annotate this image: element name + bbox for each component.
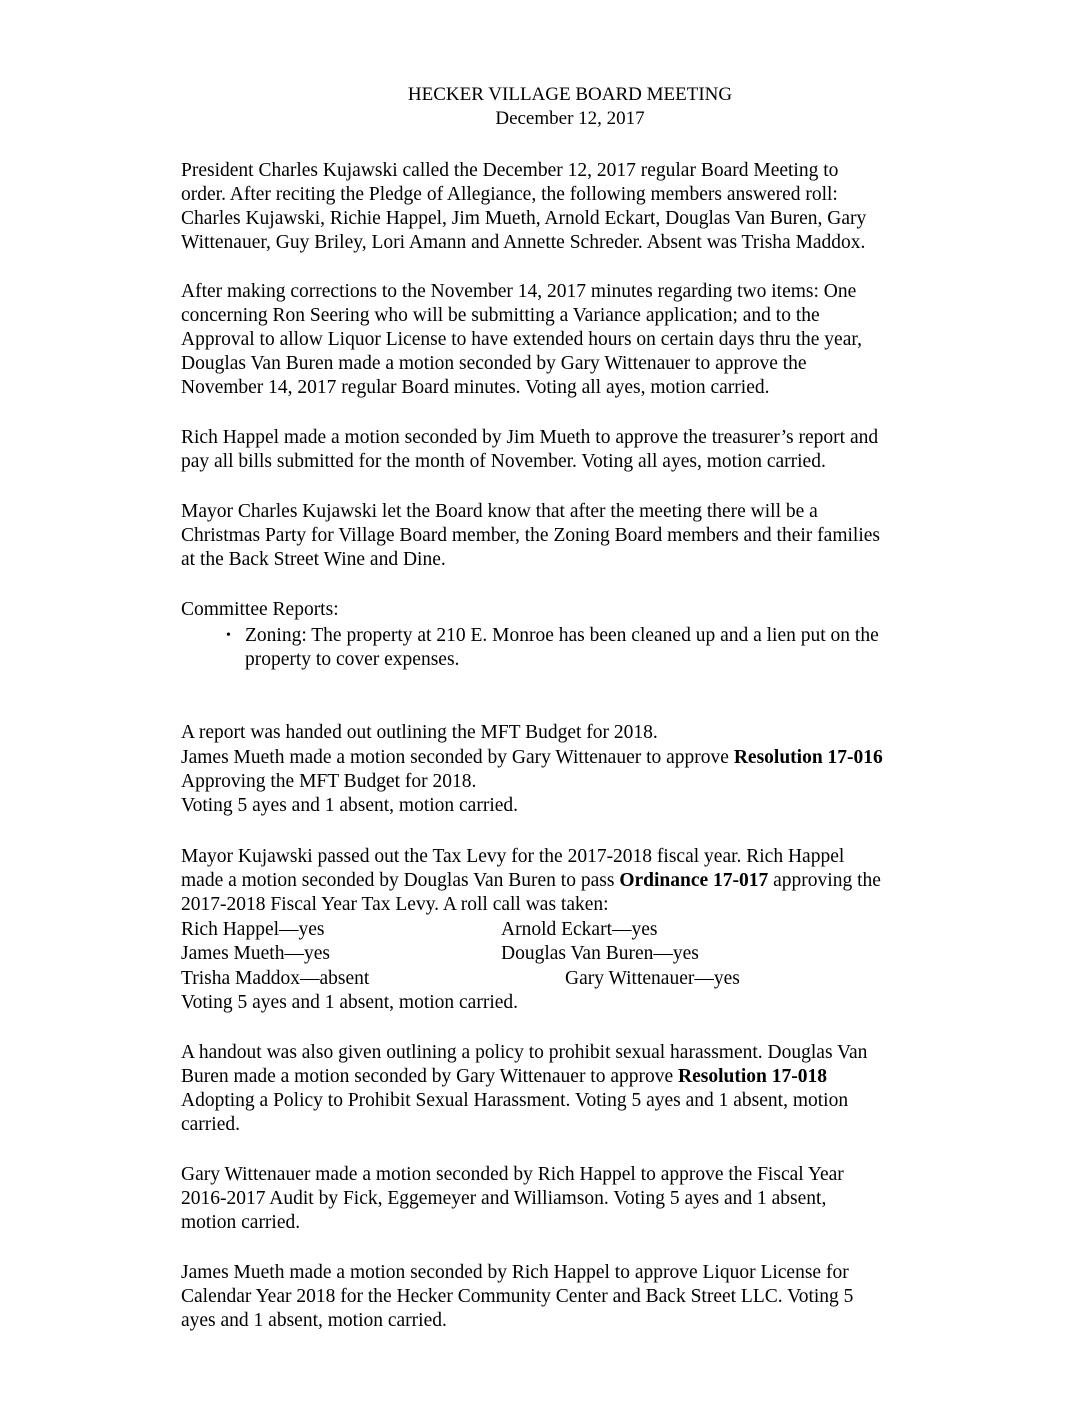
text-line: Christmas Party for Village Board member, the Zoning Board members and their families xyxy=(181,525,880,546)
text-line: November 14, 2017 regular Board minutes. Voting all ayes, motion carried. xyxy=(181,377,770,398)
text-line: Mayor Kujawski passed out the Tax Levy for the 2017-2018 fiscal year. Rich Happel xyxy=(181,846,845,867)
roll-call-vote: Gary Wittenauer—yes xyxy=(565,968,740,989)
text-line: pay all bills submitted for the month of November. Voting all ayes, motion carried. xyxy=(181,451,826,472)
text-line: Mayor Charles Kujawski let the Board know that after the meeting there will be a xyxy=(181,501,818,522)
text-line: Douglas Van Buren made a motion seconded by Gary Wittenauer to approve the xyxy=(181,353,807,374)
roll-call-vote: Trisha Maddox—absent xyxy=(181,968,370,989)
text-line: Charles Kujawski, Richie Happel, Jim Mueth, Arnold Eckart, Douglas Van Buren, Gary xyxy=(181,208,867,229)
text-span: made a motion seconded by Douglas Van Buren to pass xyxy=(181,870,620,891)
text-span: Buren made a motion seconded by Gary Wittenauer to approve xyxy=(181,1066,679,1087)
roll-call-vote: Arnold Eckart—yes xyxy=(501,919,658,940)
roll-call-vote: James Mueth—yes xyxy=(181,943,330,964)
list-item: Zoning: The property at 210 E. Monroe has been cleaned up and a lien put on the xyxy=(245,625,879,646)
text-line: 2016-2017 Audit by Fick, Eggemeyer and Williamson. Voting 5 ayes and 1 absent, xyxy=(181,1188,827,1209)
document-date: December 12, 2017 xyxy=(495,108,645,129)
text-line: carried. xyxy=(181,1114,240,1135)
text-line xyxy=(181,746,883,770)
text-line: 2017-2018 Fiscal Year Tax Levy. A roll call was taken: xyxy=(181,894,609,915)
text-line: ayes and 1 absent, motion carried. xyxy=(181,1310,447,1331)
text-line: President Charles Kujawski called the December 12, 2017 regular Board Meeting to xyxy=(181,160,839,181)
document-title: HECKER VILLAGE BOARD MEETING xyxy=(407,84,733,105)
text-span: James Mueth made a motion seconded by Gary Wittenauer to approve xyxy=(181,747,734,768)
text-line: Voting 5 ayes and 1 absent, motion carried. xyxy=(181,992,519,1013)
list-item: property to cover expenses. xyxy=(245,649,460,670)
section-heading: Committee Reports: xyxy=(181,599,339,620)
resolution-number: Resolution 17-018 xyxy=(678,1066,827,1087)
text-line: Approving the MFT Budget for 2018. xyxy=(181,771,477,792)
text-line: Wittenauer, Guy Briley, Lori Amann and Annette Schreder. Absent was Trisha Maddox. xyxy=(181,232,866,253)
text-line: Gary Wittenauer made a motion seconded by Rich Happel to approve the Fiscal Year xyxy=(181,1164,844,1185)
resolution-number: Resolution 17-016 xyxy=(733,747,883,768)
roll-call-vote: Douglas Van Buren—yes xyxy=(501,943,699,964)
text-line xyxy=(181,869,881,893)
text-span: approving the xyxy=(768,870,881,891)
text-line: order. After reciting the Pledge of Allegiance, the following members answered roll: xyxy=(181,184,838,205)
roll-call-vote: Rich Happel—yes xyxy=(181,919,325,940)
text-line: motion carried. xyxy=(181,1212,301,1233)
text-line: Calendar Year 2018 for the Hecker Community Center and Back Street LLC. Voting 5 xyxy=(181,1286,854,1307)
text-line: Adopting a Policy to Prohibit Sexual Harassment. Voting 5 ayes and 1 absent, motion xyxy=(181,1090,849,1111)
text-line: A handout was also given outlining a policy to prohibit sexual harassment. Douglas Van xyxy=(181,1042,868,1063)
text-line: concerning Ron Seering who will be submitting a Variance application; and to the xyxy=(181,305,820,326)
text-line: Voting 5 ayes and 1 absent, motion carried. xyxy=(181,795,519,816)
text-line: at the Back Street Wine and Dine. xyxy=(181,549,446,570)
text-line: James Mueth made a motion seconded by Rich Happel to approve Liquor License for xyxy=(181,1262,849,1283)
text-line: Rich Happel made a motion seconded by Jim Mueth to approve the treasurer’s report and xyxy=(181,427,879,448)
bullet-icon: • xyxy=(226,628,231,643)
text-line: After making corrections to the November 14, 2017 minutes regarding two items: One xyxy=(181,281,857,302)
text-line xyxy=(181,1065,827,1089)
text-line: Approval to allow Liquor License to have extended hours on certain days thru the year, xyxy=(181,329,862,350)
ordinance-number: Ordinance 17-017 xyxy=(619,870,769,891)
text-line: A report was handed out outlining the MFT Budget for 2018. xyxy=(181,722,658,743)
